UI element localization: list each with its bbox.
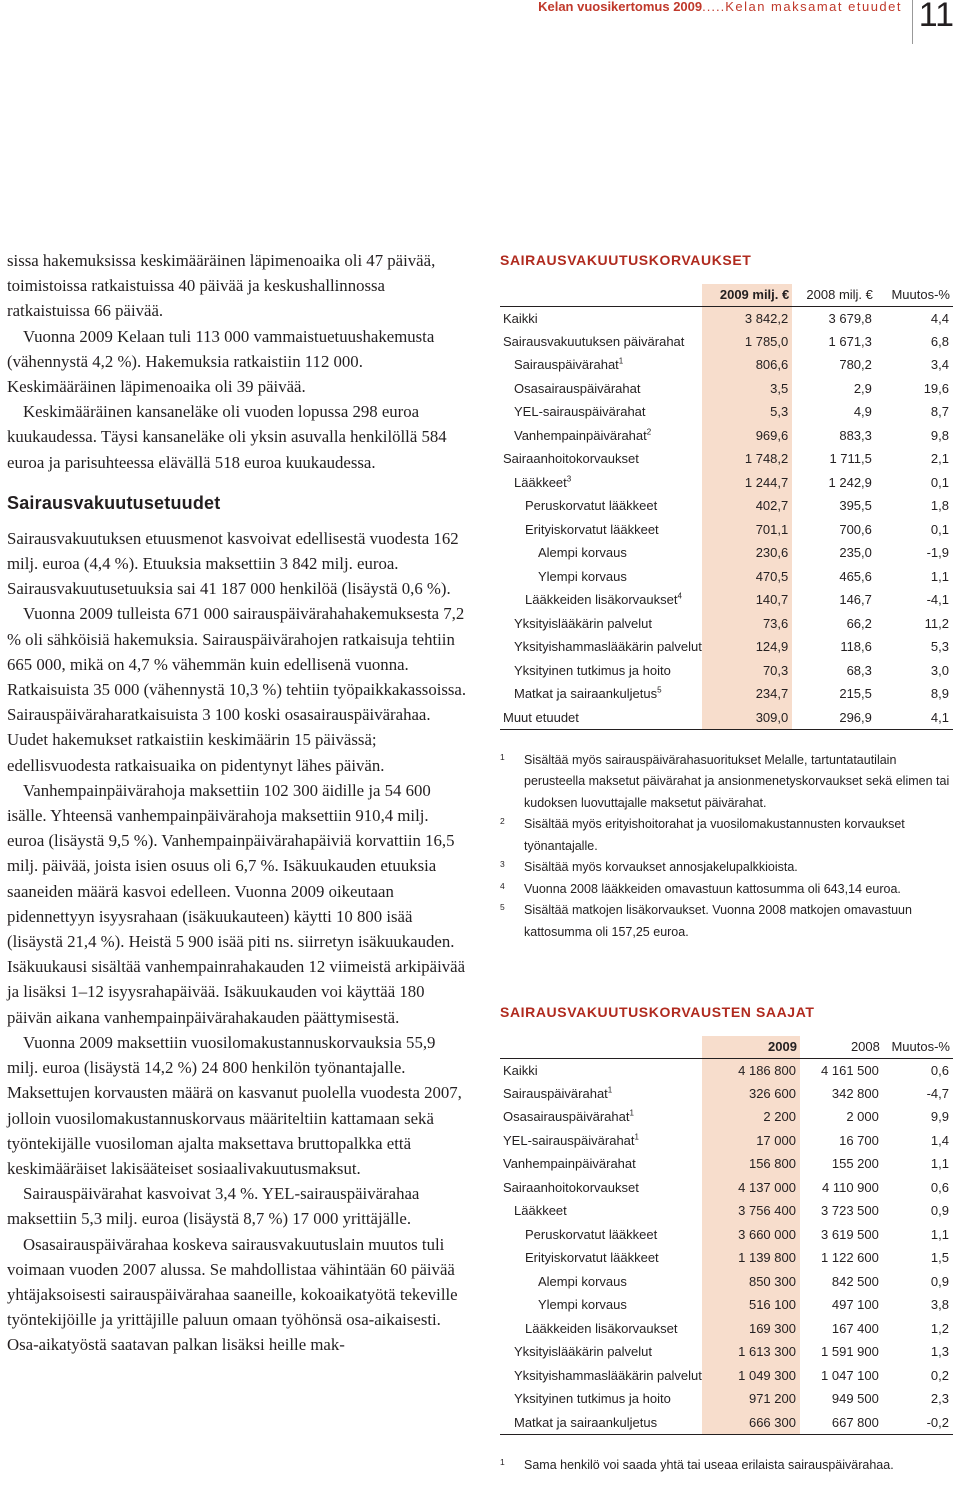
cell-value: 1,1 [930,1156,949,1172]
cell-value: 309,0 [702,706,792,730]
cell-value: 3 619 500 [821,1226,879,1242]
table-row [500,588,953,612]
header-separator: ..... [702,0,726,14]
table-row [500,330,953,354]
cell-value: 9,9 [930,1109,949,1125]
footnote-ref: 3 [566,474,572,484]
table-row [500,1176,953,1200]
row-label-text: Peruskorvatut lääkkeet [525,1226,658,1242]
cell-value: 1 711,5 [829,451,872,467]
cell-value: 0,9 [930,1273,949,1289]
cell-value: 1 244,7 [702,471,792,495]
row-label [500,1411,702,1435]
cell-value: 2 000 [846,1109,879,1125]
cell-value: 969,6 [702,424,792,448]
footnote-text: Vuonna 2008 lääkkeiden omavastuun kattosumma oli 643,14 euroa. [524,881,901,896]
cell-value: 883,3 [839,427,872,443]
row-label-text: Yksityinen tutkimus ja hoito [514,662,671,678]
cell-value: 17 000 [702,1129,800,1153]
compensation-table [500,284,953,730]
paragraph: Vanhempainpäivärahoja maksettiin 102 300 äidille ja 54 600 isälle. Yhteensä vanhempainpäivärahoja maksettiin 910,4 milj. euroa (lisäystä 9,5 %). Vanhempainpäivärahapäiviä korvattiin 16,5 milj. päivää, joista isien osuus oli 6,7 %. Isäkuukauden etuuksia saaneiden määrä kasvoi edelleen. Vuonna 2009 oikeutaan pidennettyyn isyysrahaan (isäkuukauteen) käytti 10 800 isää (lisäystä 21,4 %). Heistä 5 900 isää piti ns. siirretyn isäkuukauden. Isäkuukausi sisältää vanhempainrahakauden 12 viimeistä arkipäivää ja lisäksi 1–12 isyysrahapäivää. Isäkuukauden voi käyttää 180 päivän aikana vanhempainpäivärahakauden päättymisestä. [7,780,466,1027]
row-label [500,330,702,354]
cell-value: 0,2 [930,1367,949,1383]
row-label [500,424,702,448]
table-row [500,353,953,377]
cell-value: 234,7 [702,682,792,706]
footnote-number: 1 [500,751,505,762]
paragraph: Vuonna 2009 maksettiin vuosilomakustannuskorvauksia 55,9 milj. euroa (lisäystä 14,2 %) 24 800 henkilön työnantajalle. Maksettujen korvausten määrä on kasvanut puolella vuodesta 2007, jolloin vuosilomakustannuskorvaus määriteltiin kattamaan sekä työntekijälle vuosiloman ajalta maksettava bruttopalkka että keskimääräiset lakisääteiset sosiaalivakuutusmaksut. [7,1032,462,1178]
footnote-ref: 1 [634,1132,639,1142]
cell-value: 146,7 [839,592,872,608]
table-row [500,541,953,565]
section-title: Kelan maksamat etuudet [725,0,902,14]
row-label-text: Alempi korvaus [538,1273,627,1289]
cell-value: -0,2 [883,1411,953,1435]
table-body [500,1058,953,1434]
cell-value: 666 300 [702,1411,800,1435]
column-header: 2009 milj. € [702,284,792,306]
cell-value: 118,6 [840,639,872,655]
footnote-text: Sama henkilö voi saada yhtä tai useaa erilaista sairauspäivärahaa. [524,1457,894,1472]
table-row [500,659,953,683]
footnote-ref: 5 [657,685,662,695]
row-label [500,494,702,518]
cell-value: 4 186 800 [702,1058,800,1082]
table-row [500,471,953,495]
cell-value: 124,9 [702,635,792,659]
row-label-text: Ylempi korvaus [538,1297,627,1313]
footnote [500,857,955,879]
paragraph: Keskimääräinen kansaneläke oli vuoden lopussa 298 euroa kuukaudessa. Täysi kansaneläke oli yksin asuvalla henkilöllä 584 euroa ja parisuhteessa elävällä 518 euroa kuukaudessa. [7,402,447,472]
table-row [500,1387,953,1411]
cell-value: 19,6 [923,380,949,396]
cell-value: 235,0 [839,545,872,561]
cell-value: 1 047 100 [821,1367,879,1383]
footnote-ref: 4 [677,591,682,601]
footnote [500,750,955,815]
cell-value: 850 300 [702,1270,800,1294]
row-label [500,353,702,377]
paragraph: Vuonna 2009 tulleista 671 000 sairauspäivärahahakemuksesta 7,2 % oli sähköisiä hakemuksia. Sairauspäivärahojen ratkaisuja tehtiin 665 000, mikä on 4,7 % vähemmän kuin edellisenä vuonna. Ratkaisuista 35 000 (vähennystä 10,3 %) tehtiin työpaikkakassoissa. Sairauspäivärahаratkaisuista 3 100 koski osasairauspäivärahaa. Uudet hakemukset ratkaistiin keskimäärin 15 päivässä; edellisvuodesta ratkaisuaika on pidentynyt lähes päivän. [7,604,467,775]
paragraph: sissa hakemuksissa keskimääräinen läpimenoaika oli 47 päivää, toimistoissa ratkaistuissa 40 päivää ja keskushallinnossa ratkaistuissa 66 päivää. [7,251,436,321]
header-divider [912,0,913,44]
cell-value: 4 137 000 [702,1176,800,1200]
cell-value: 2 200 [702,1105,800,1129]
row-label [500,377,702,401]
cell-value: 3 756 400 [702,1199,800,1223]
label-header [500,284,702,306]
footnote-ref: 1 [607,1085,613,1095]
cell-value: 1 139 800 [702,1246,800,1270]
table-row [500,1270,953,1294]
row-label [500,659,702,683]
row-label-text: Lääkkeet [514,474,567,490]
cell-value: 16 700 [839,1132,879,1148]
cell-value: 68,3 [846,662,872,678]
footnote-ref: 1 [618,356,624,366]
row-label-text: Matkat ja sairaankuljetus [514,1414,658,1430]
table-row [500,1317,953,1341]
row-label-text: Yksityishammaslääkärin palvelut [514,639,702,655]
footnote-text: Sisältää myös korvaukset annosjakelupalkkioista. [524,860,798,874]
label-header [500,1036,702,1058]
row-label-text: Alempi korvaus [538,545,627,561]
cell-value: 296,9 [792,706,876,730]
report-title: Kelan vuosikertomus 2009 [538,0,703,14]
row-label [500,1129,702,1153]
running-header [538,0,902,14]
table-row [500,494,953,518]
row-label-text: Lääkkeiden lisäkorvaukset [525,1320,678,1336]
table-row [500,635,953,659]
cell-value: 1 242,9 [828,474,872,490]
cell-value: 842 500 [831,1273,879,1289]
cell-value: 70,3 [702,659,792,683]
footnote-number: 5 [500,902,505,912]
table-row [500,424,953,448]
cell-value: 8,7 [930,404,949,420]
row-label [500,447,702,471]
footnote [500,1455,955,1477]
cell-value: 0,9 [930,1203,949,1219]
row-label [500,1105,702,1129]
paragraph: Vuonna 2009 Kelaan tuli 113 000 vammaistuetuushakemusta (vähennystä 4,2 %). Hakemuksia ratkaistiin 112 000. Keskimääräinen läpimenoaika oli 39 päivää. [7,326,435,397]
row-label [500,1387,702,1411]
row-label-text: Vanhempainpäivärahat [503,1156,636,1172]
table-row [500,400,953,424]
paragraph: Sairausvakuutuksen etuusmenot kasvoivat edellisestä vuodesta 162 milj. euroa (4,4 %). Etuuksia maksettiin 3 842 milj. euroa. Sairausvakuutusetuuksia sai 41 187 000 henkilöä (lisäystä 0,6 %). [7,528,459,599]
cell-value: 4 110 900 [822,1179,879,1195]
footnote-text: Sisältää myös sairauspäivärahasuoritukset Melalle, tartuntatautilain perusteella maksetut päivärahat ja ansionmenetyskorvaukset sekä elimen tai kudoksen luovuttajalle maksetut päivärahat. [524,752,950,810]
row-label [500,635,702,659]
row-label-text: Erityiskorvatut lääkkeet [525,1250,659,1266]
table-row [500,1411,953,1435]
cell-value: 5,3 [930,639,949,655]
row-label [500,1364,702,1388]
cell-value: 1,8 [930,498,949,514]
cell-value: 949 500 [831,1391,879,1407]
cell-value: 1,1 [930,568,949,584]
cell-value: 701,1 [702,518,792,542]
table-title: SAIRAUSVAKUUTUSKORVAUKSET [500,252,752,268]
column-header: 2008 [850,1039,880,1055]
cell-value: 326 600 [702,1082,800,1106]
cell-value: 3 679,8 [792,306,876,330]
cell-value: 140,7 [702,588,792,612]
cell-value: 155 200 [831,1156,879,1172]
footnote-text: Sisältää myös erityishoitorahat ja vuosilomakustannusten korvaukset työnantajalle. [524,817,905,853]
row-label-text: Sairauspäivärahat [514,357,619,373]
cell-value: 167 400 [831,1320,879,1336]
cell-value: 470,5 [702,565,792,589]
row-label-text: Osasairauspäivärahat [503,1109,630,1125]
page-header [0,0,960,44]
cell-value: 0,6 [883,1058,953,1082]
cell-value: 3,8 [930,1297,949,1313]
cell-value: 215,5 [839,686,872,702]
table-row [500,1293,953,1317]
row-label [500,1270,702,1294]
table-title: SAIRAUSVAKUUTUSKORVAUSTEN SAAJAT [500,1004,815,1020]
row-label-text: Yksityishammaslääkärin palvelut [514,1367,702,1383]
row-label-text: Yksityislääkärin palvelut [514,615,653,631]
row-label [500,400,702,424]
cell-value: 66,2 [846,615,872,631]
cell-value: 1 671,3 [828,333,872,349]
footnote-number: 4 [500,880,505,891]
footnote-text: Sisältää matkojen lisäkorvaukset. Vuonna 2008 matkojen omavastuun kattosumma oli 157,25 euroa. [524,903,912,939]
row-label-text: Yksityinen tutkimus ja hoito [514,1391,671,1407]
cell-value: 0,1 [930,521,949,537]
row-label [500,518,702,542]
footnote-number: 1 [500,1456,505,1467]
row-label-text: Sairaanhoitokorvaukset [503,1179,639,1195]
cell-value: 1 613 300 [702,1340,800,1364]
row-label [500,541,702,565]
cell-value: 1,3 [930,1344,949,1360]
cell-value: 9,8 [930,427,949,443]
cell-value: 1 591 900 [821,1344,879,1360]
row-label-text: Ylempi korvaus [538,568,627,584]
cell-value: 465,6 [839,568,872,584]
cell-value: 342 800 [831,1085,879,1101]
cell-value: 3 723 500 [821,1203,879,1219]
page-number: 11 [918,0,954,34]
column-header: Muutos-% [891,287,950,303]
cell-value: 2,9 [853,380,872,396]
cell-value: 4,9 [853,404,872,420]
paragraph: Sairauspäivärahat kasvoivat 3,4 %. YEL-sairauspäivärahaa maksettiin 5,3 milj. euroa (lisäystä 8,7 %) 17 000 yrittäjälle. [7,1184,420,1229]
table-row [500,1246,953,1270]
cell-value: 971 200 [702,1387,800,1411]
cell-value: 230,6 [702,541,792,565]
cell-value: 395,5 [839,498,872,514]
cell-value: 4 161 500 [800,1058,883,1082]
row-label-text: Kaikki [503,310,538,326]
row-label-text: Sairauspäivärahat [503,1085,608,1101]
table-row [500,1152,953,1176]
table-footnotes [500,1455,955,1477]
cell-value: 3,0 [930,662,949,678]
recipients-table-block [500,1004,955,1476]
compensation-table-block [500,252,955,943]
row-label-text: Matkat ja sairaankuljetus [514,686,658,702]
row-label-text: Peruskorvatut lääkkeet [525,498,658,514]
row-label-text: Kaikki [503,1062,538,1078]
table-row [500,518,953,542]
row-label-text: Muut etuudet [503,709,579,725]
cell-value: 1 748,2 [702,447,792,471]
table-row [500,377,953,401]
row-label [500,1199,702,1223]
row-label-text: Sairausvakuutuksen päivärahat [503,333,685,349]
row-label [500,1293,702,1317]
body-text-column [7,248,467,1358]
row-label-text: Osasairauspäivärahat [514,380,641,396]
cell-value: 0,1 [930,474,949,490]
table-row [500,1129,953,1153]
row-label [500,1317,702,1341]
recipients-table [500,1036,953,1435]
cell-value: 516 100 [702,1293,800,1317]
row-label [500,682,702,706]
cell-value: 497 100 [831,1297,879,1313]
row-label [500,706,702,730]
cell-value: 3,5 [702,377,792,401]
cell-value: -4,1 [926,592,949,608]
cell-value: 1 785,0 [702,330,792,354]
cell-value: 73,6 [702,612,792,636]
row-label [500,588,702,612]
column-header: Muutos-% [891,1039,950,1055]
table-header-row [500,284,953,306]
cell-value: -4,7 [926,1085,949,1101]
cell-value: 402,7 [702,494,792,518]
cell-value: 667 800 [800,1411,883,1435]
row-label [500,1223,702,1247]
cell-value: 3 660 000 [702,1223,800,1247]
paragraph: Osasairauspäivärahaa koskeva sairausvakuutuslain muutos tuli voimaan vuoden 2007 alussa. Se mahdollistaa vähintään 60 päivää yhtäjaksoisesti sairauspäivärahaa saaneille, kokoaikatyötä tekeville työntekijöille ja yrittäjille paluun omaan työhönsä osa-aikaisesti. Osa-aikatyöstä saatavan palkan lisäksi heille mak- [7,1234,458,1355]
row-label-text: Vanhempainpäivärahat [514,427,647,443]
row-label-text: YEL-sairauspäivärahat [503,1132,635,1148]
cell-value: -1,9 [926,545,949,561]
cell-value: 700,6 [839,521,872,537]
table-row [500,1058,953,1082]
cell-value: 1,1 [930,1226,949,1242]
table-row [500,1340,953,1364]
table-row [500,612,953,636]
table-footnotes [500,750,955,944]
table-row [500,565,953,589]
row-label [500,1246,702,1270]
table-row [500,1364,953,1388]
footnote-number: 3 [500,859,505,869]
column-header: 2009 [702,1036,800,1058]
cell-value: 1 049 300 [702,1364,800,1388]
row-label-text: Sairaanhoitokorvaukset [503,451,639,467]
table-row [500,1105,953,1129]
table-row [500,447,953,471]
row-label [500,1340,702,1364]
row-label [500,471,702,495]
cell-value: 4,1 [876,706,953,730]
table-row [500,1082,953,1106]
cell-value: 0,6 [930,1179,949,1195]
cell-value: 5,3 [702,400,792,424]
cell-value: 1,5 [930,1250,949,1266]
cell-value: 1 122 600 [821,1250,879,1266]
cell-value: 2,1 [930,451,949,467]
footnote [500,814,955,857]
footnote [500,900,955,943]
table-body [500,306,953,729]
cell-value: 1,4 [930,1132,949,1148]
cell-value: 806,6 [702,353,792,377]
table-row [500,682,953,706]
cell-value: 156 800 [702,1152,800,1176]
table-header-row [500,1036,953,1058]
footnote-ref: 1 [629,1108,634,1118]
footnote-ref: 2 [646,427,652,437]
section-heading: Sairausvakuutusetuudet [7,492,221,513]
row-label [500,612,702,636]
row-label [500,1176,702,1200]
table-row [500,1199,953,1223]
table-row [500,306,953,330]
row-label [500,1058,702,1082]
row-label [500,1152,702,1176]
cell-value: 1,2 [930,1320,949,1336]
cell-value: 11,2 [924,615,949,631]
cell-value: 780,2 [839,357,872,373]
cell-value: 8,9 [930,686,949,702]
row-label-text: Yksityislääkärin palvelut [514,1344,653,1360]
row-label [500,565,702,589]
row-label-text: Erityiskorvatut lääkkeet [525,521,659,537]
row-label [500,1082,702,1106]
footnote-number: 2 [500,816,505,826]
cell-value: 2,3 [930,1391,949,1407]
cell-value: 169 300 [702,1317,800,1341]
cell-value: 4,4 [876,306,953,330]
row-label-text: Lääkkeiden lisäkorvaukset [525,592,678,608]
row-label [500,306,702,330]
table-row [500,1223,953,1247]
row-label-text: YEL-sairauspäivärahat [514,404,646,420]
footnote [500,879,955,901]
table-row [500,706,953,730]
cell-value: 6,8 [930,333,949,349]
column-header: 2008 milj. € [806,287,873,303]
cell-value: 3 842,2 [702,306,792,330]
row-label-text: Lääkkeet [514,1203,567,1219]
cell-value: 3,4 [930,357,949,373]
